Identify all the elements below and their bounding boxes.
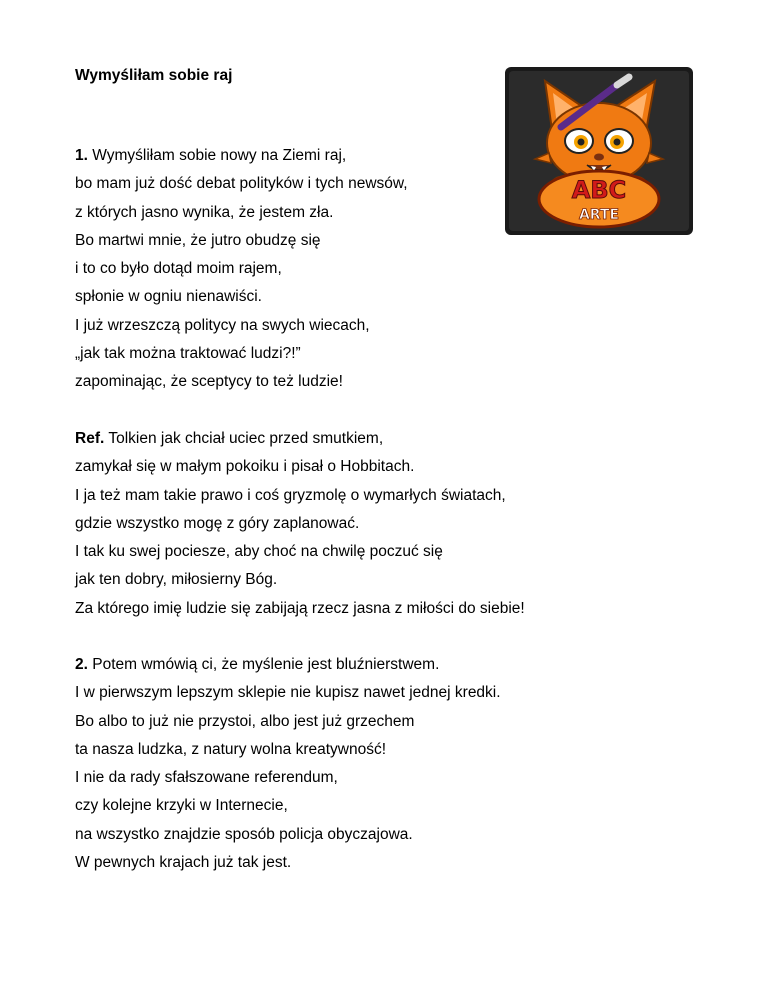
verse-1-line: Bo martwi mnie, że jutro obudzę się: [75, 231, 321, 249]
verse-2-line: Bo albo to już nie przystoi, albo jest już grzechem: [75, 712, 415, 730]
verse-1-line: I już wrzeszczą politycy na swych wiecach,: [75, 316, 370, 334]
refrain-label: Ref.: [75, 430, 105, 447]
refrain-line: jak ten dobry, miłosierny Bóg.: [75, 571, 278, 589]
verse-2-line: czy kolejne krzyki w Internecie,: [75, 797, 288, 815]
verse-1-line: zapominając, że sceptycy to też ludzie!: [75, 373, 343, 391]
verse-2-line: na wszystko znajdzie sposób policja obyczajowa.: [75, 825, 413, 843]
verse-2: [75, 651, 501, 877]
refrain-line: I ja też mam takie prawo i coś gryzmolę o wymarłych światach,: [75, 486, 506, 504]
logo-text-arte: ARTE: [578, 207, 620, 223]
refrain-line: Ref. Tolkien jak chciał uciec przed smutkiem,: [75, 430, 384, 447]
verse-2-label: 2.: [75, 656, 88, 673]
refrain: [75, 425, 525, 623]
refrain-line: I tak ku swej pociesze, aby choć na chwilę poczuć się: [75, 543, 443, 561]
verse-1-line: spłonie w ogniu nienawiści.: [75, 288, 262, 306]
verse-2-line: I nie da rady sfałszowane referendum,: [75, 769, 338, 787]
verse-1-line: 1. Wymyśliłam sobie nowy na Ziemi raj,: [75, 147, 347, 164]
verse-2-line: ta nasza ludzka, z natury wolna kreatywność!: [75, 740, 387, 758]
verse-2-line: I w pierwszym lepszym sklepie nie kupisz nawet jednej kredki.: [75, 684, 501, 702]
verse-1-line: i to co było dotąd moim rajem,: [75, 260, 282, 278]
refrain-line: zamykał się w małym pokoiku i pisał o Hobbitach.: [75, 458, 415, 476]
verse-1-line: bo mam już dość debat polityków i tych newsów,: [75, 175, 408, 193]
logo-text-abc: ABC: [571, 176, 627, 204]
verse-2-line: 2. Potem wmówią ci, że myślenie jest bluźnierstwem.: [75, 656, 440, 673]
verse-1: [75, 142, 408, 397]
document-title: Wymyśliłam sobie raj: [75, 67, 233, 84]
verse-1-label: 1.: [75, 147, 88, 164]
verse-1-line: „jak tak można traktować ludzi?!”: [75, 345, 301, 363]
refrain-line: gdzie wszystko mogę z góry zaplanować.: [75, 514, 360, 532]
abc-arte-logo: [505, 67, 693, 235]
verse-1-line: z których jasno wynika, że jestem zła.: [75, 203, 334, 221]
refrain-line: Za którego imię ludzie się zabijają rzecz jasna z miłości do siebie!: [75, 599, 525, 617]
verse-2-line: W pewnych krajach już tak jest.: [75, 854, 292, 872]
